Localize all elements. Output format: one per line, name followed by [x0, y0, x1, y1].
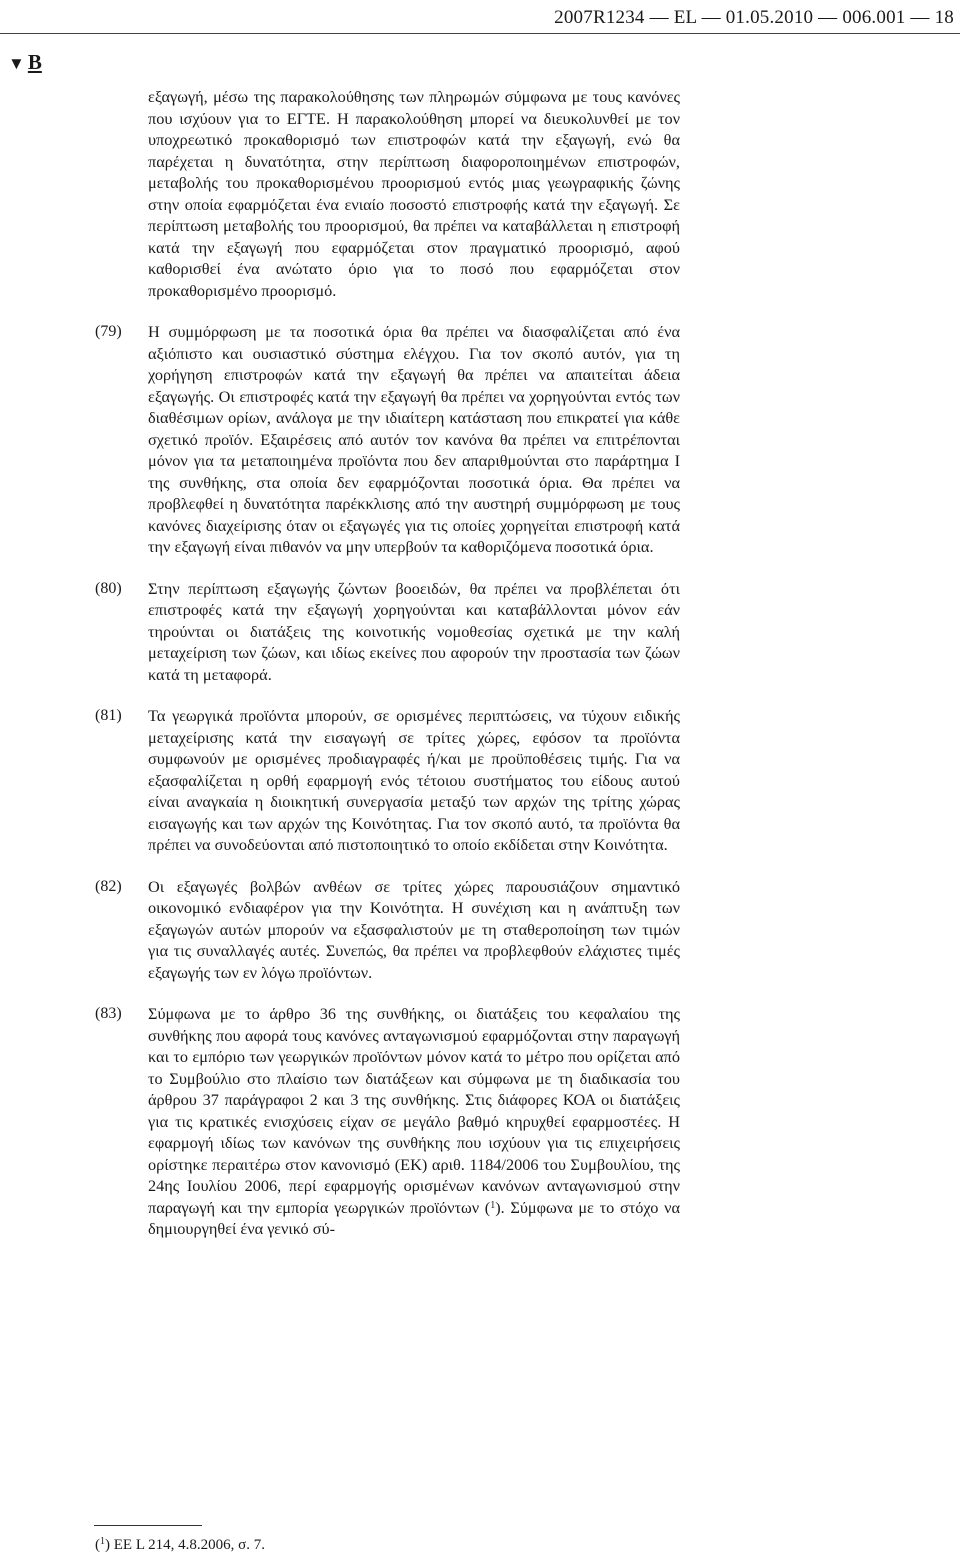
footnote-rule — [94, 1525, 202, 1526]
footnote — [95, 1535, 265, 1555]
footnote-mark-open: ( — [95, 1537, 100, 1553]
recital-text: Τα γεωργικά προϊόντα μπορούν, σε ορισμένες περιπτώσεις, να τύχουν ειδικής μεταχείρισης κατά την εισαγωγή σε τρίτες χώρες, εφόσον τα προϊόντα συμφωνούν με ορισμένες προδιαγραφές ή/και με προϋποθέσεις τιμής. Για να εξασφαλίζεται η ορθή εφαρμογή ενός τέτοιου συστήματος του είδους αυτού είναι αναγκαία η διοικητική συνεργασία μεταξύ των αρχών της τρίτης χώρας εισαγωγής και των αρχών της Κοινότητας. Για τον σκοπό αυτό, τα προϊόντα θα πρέπει να συνοδεύονται από πιστοποιητικό το οποίο εκδίδεται στην Κοινότητα. — [148, 706, 680, 854]
recital-number: (80) — [95, 579, 122, 597]
recital-number: (83) — [95, 1005, 122, 1022]
footnote-mark-close: ) — [105, 1537, 110, 1553]
recital-83 — [0, 1003, 960, 1240]
footnote-mark: 1 — [100, 1536, 105, 1547]
footnote-text: EE L 214, 4.8.2006, σ. 7. — [110, 1537, 266, 1553]
recital-text: Στην περίπτωση εξαγωγής ζώντων βοοειδών, θα πρέπει να προβλέπεται ότι επιστροφές κατά την εξαγωγή χορηγούνται και καταβάλλονται μόνον εάν τηρούνται οι διατάξεις της κοινοτικής νομοθεσίας σχετικά με την καλή μεταχείριση των ζώων, και ιδίως εκείνες που αφορούν την προστασία των ζώων κατά τη μεταφορά. — [148, 578, 680, 684]
recital-continued — [0, 86, 960, 301]
recital-text — [148, 1003, 680, 1240]
recital-80 — [0, 578, 960, 686]
recital-79 — [0, 321, 960, 558]
recital-text-part: Σύμφωνα με το άρθρο 36 της συνθήκης, οι διατάξεις του κεφαλαίου της συνθήκης που αφορά τους κανόνες ανταγωνισμού εφαρμόζονται στην παραγωγή και το εμπόριο των γεωργικών προϊόντων μόνον κατά το μέτρο που ορίζεται από το Συμβούλιο στο πλαίσιο των διατάξεων και σύμφωνα με τη διαδικασία του άρθρου 37 παράγραφοι 2 και 3 της συνθήκης. Στις διάφορες ΚΟΑ οι διατάξεις για τις κρατικές ενισχύσεις είχαν σε μεγάλο βαθμό κηρυχθεί εφαρμοστέες. Η εφαρμογή ιδίως των κανόνων της συνθήκης που ισχύουν για τις επιχειρήσεις ορίστηκε περαιτέρω στον κανονισμό (ΕΚ) αριθ. 1184/2006 του Συμβουλίου, της 24ης Ιουλίου 2006, περί εφαρμογής ορισμένων κανόνων ανταγωνισμού στην παραγωγή και την εμπορία γεωργικών προϊόντων ( — [148, 1004, 680, 1217]
recital-text: Οι εξαγωγές βολβών ανθέων σε τρίτες χώρες παρουσιάζουν σημαντικό οικονομικό ενδιαφέρον για την Κοινότητα. Η συνέχιση και η ανάπτυξη των εξαγωγών αυτών μπορούν να εξασφαλιστούν με τη σταθεροποίηση των τιμών για τις συναλλαγές αυτές. Συνεπώς, θα πρέπει να προβλεφθούν ελάχιστες τιμές εξαγωγής των εν λόγω προϊόντων. — [148, 876, 680, 982]
recital-81 — [0, 705, 960, 856]
header-rule — [0, 33, 960, 34]
recital-number: (82) — [95, 877, 122, 895]
amendment-marker — [8, 50, 42, 76]
recital-text: εξαγωγή, μέσω της παρακολούθησης των πληρωμών σύμφωνα με τους κανόνες που ισχύουν για το ΕΓΤΕ. Η παρακολούθηση μπορεί να διευκολυνθεί με τον υποχρεωτικό προκαθορισμό των επιστροφών κατά την εξαγωγή, ενώ θα παρέχεται η δυνατότητα, στην περίπτωση διαφοροποιημένων επιστροφών, μεταβολής του προκαθορισμένου προορισμού εντός μιας γεωγραφικής ζώνης στην οποία εφαρμόζεται ένα ενιαίο ποσοστό επιστροφής κατά την εξαγωγή. Σε περίπτωση μεταβολής του προορισμού, θα πρέπει να καταβάλλεται η επιστροφή κατά την εξαγωγή που εφαρμόζεται στον πραγματικό προορισμό, αφού καθορισθεί ένα ανώτατο όριο για το ποσό που εφαρμόζεται στον προκαθορισμένο προορισμό. — [148, 87, 680, 300]
footnote-reference[interactable]: 1 — [490, 1199, 496, 1211]
recital-82 — [0, 876, 960, 984]
recital-text: Η συμμόρφωση με τα ποσοτικά όρια θα πρέπει να διασφαλίζεται από ένα αξιόπιστο και ουσιαστικό σύστημα ελέγχου. Για τον σκοπό αυτόν, για τη χορήγηση επιστροφών κατά την εξαγωγή θα πρέπει να απαιτείται άδεια εξαγωγής. Οι επιστροφές κατά την εξαγωγή θα πρέπει να χορηγούνται εντός των διαθέσιμων ορίων, ανάλογα με την ιδιαίτερη κατάσταση που επικρατεί για κάθε σχετικό προϊόν. Εξαιρέσεις από αυτόν τον κανόνα θα πρέπει να επιτρέπονται μόνον για τα μεταποιημένα προϊόντα που δεν απαριθμούνται στο παράρτημα I της συνθήκης, στα οποία δεν εφαρμόζονται ποσοτικά όρια. Θα πρέπει να προβλεφθεί η δυνατότητα παρέκκλισης από την αυστηρή συμμόρφωση με τους κανόνες διαχείρισης όταν οι εξαγωγές για τις οποίες χορηγείται επιστροφή κατά την εξαγωγή είναι πιθανόν να μην υπερβούν τα καθοριζόμενα ποσοτικά όρια. — [148, 322, 680, 556]
recital-number: (79) — [95, 323, 122, 340]
marker-letter: B — [27, 50, 42, 74]
recital-text-part: ). Σύμφωνα με το στόχο να δημιουργηθεί ένα γενικό σύ- — [148, 1197, 680, 1238]
recital-number: (81) — [95, 707, 122, 724]
triangle-down-icon: ▼ — [8, 54, 25, 73]
page-header: 2007R1234 — EL — 01.05.2010 — 006.001 — 18 — [554, 7, 954, 28]
recitals-body — [0, 86, 960, 1260]
